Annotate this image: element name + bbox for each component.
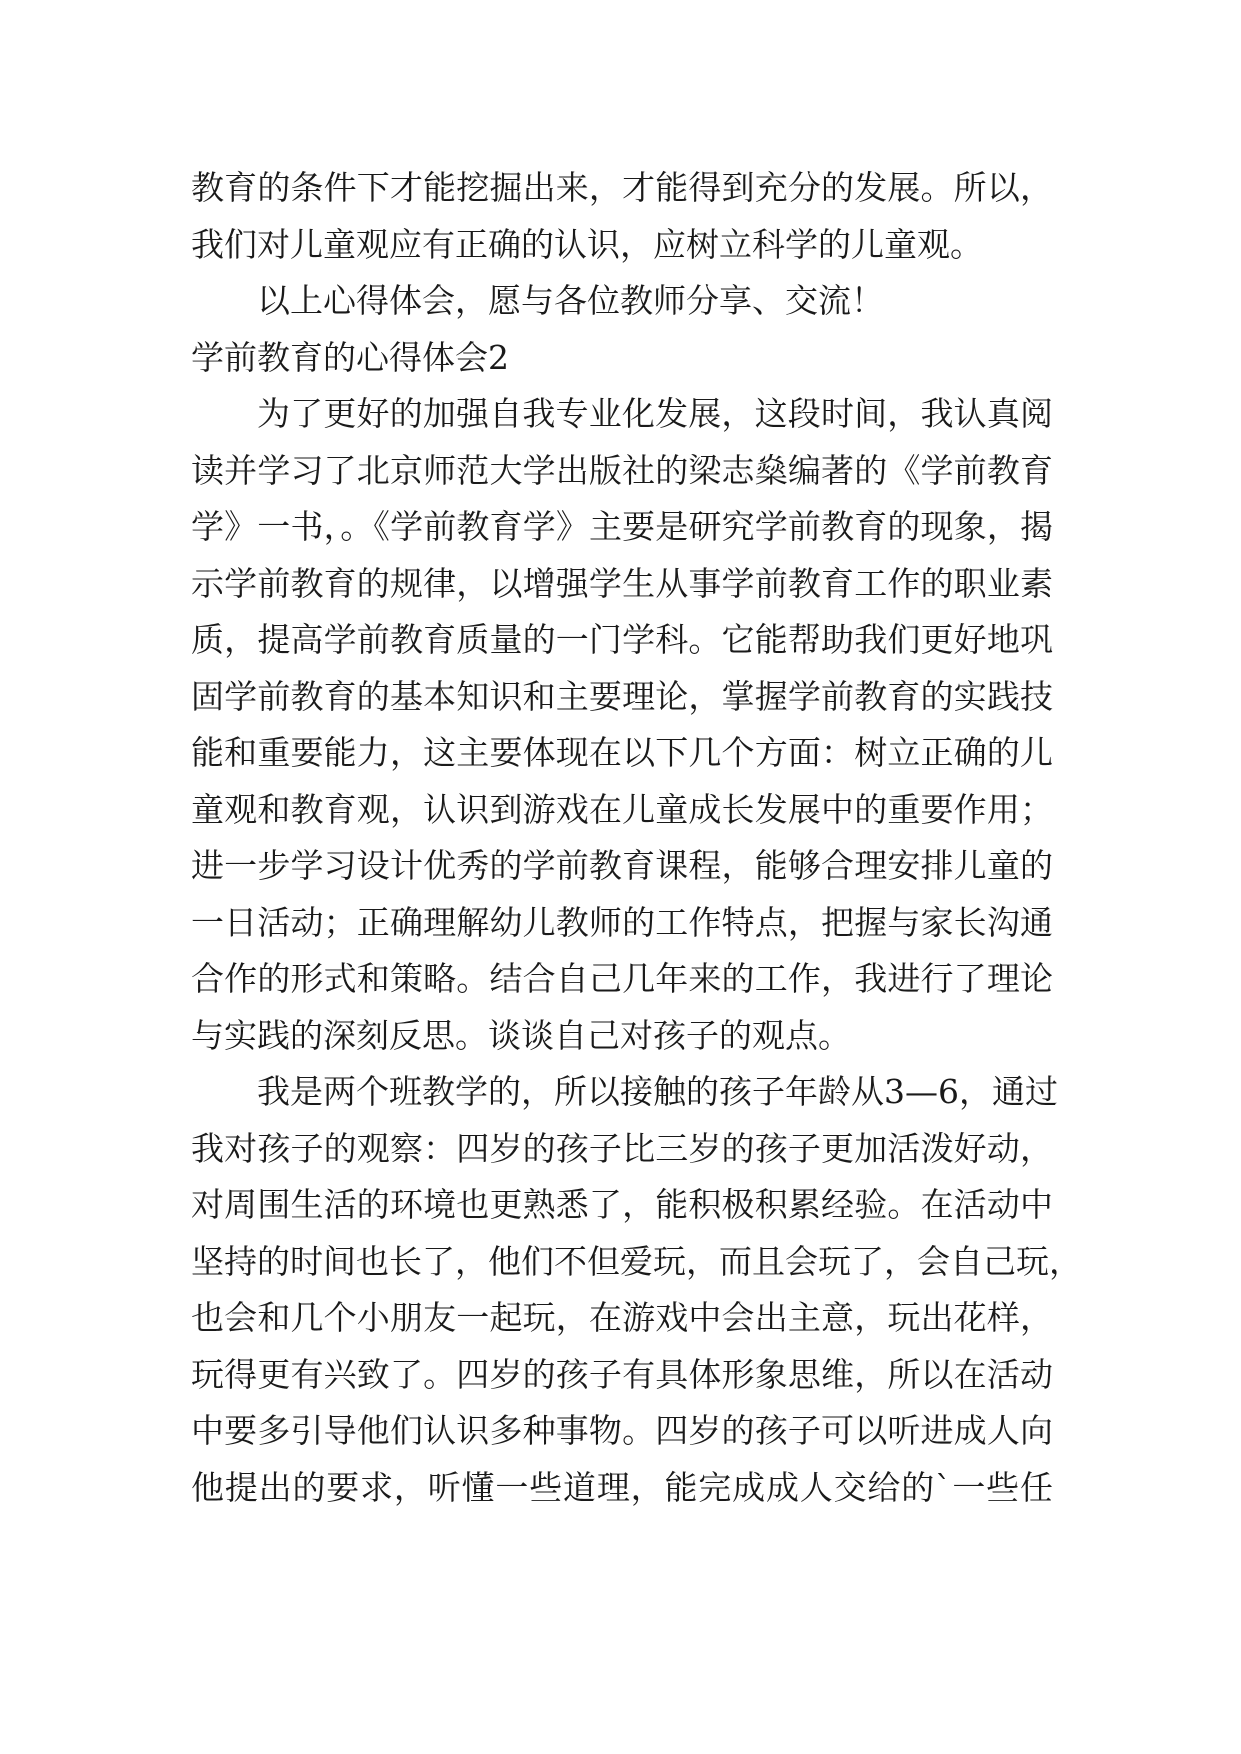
body-text-line: 也会和几个小朋友一起玩，在游戏中会出主意，玩出花样，	[191, 1298, 1053, 1337]
body-text-line: 对周围生活的环境也更熟悉了，能积极积累经验。在活动中	[191, 1185, 1053, 1224]
body-text-line: 为了更好的加强自我专业化发展，这段时间，我认真阅	[257, 394, 1053, 433]
body-text-line: 玩得更有兴致了。四岁的孩子有具体形象思维，所以在活动	[191, 1354, 1053, 1394]
body-text-line: 我们对儿童观应有正确的认识，应树立科学的儿童观。	[191, 224, 983, 264]
body-text-line: 与实践的深刻反思。谈谈自己对孩子的观点。	[191, 1015, 851, 1055]
body-text-line: 中要多引导他们认识多种事物。四岁的孩子可以听进成人向	[191, 1411, 1053, 1450]
body-text-line: 固学前教育的基本知识和主要理论，掌握学前教育的实践技	[191, 676, 1053, 716]
document-body	[191, 160, 1082, 1516]
section-heading: 学前教育的心得体会2	[191, 337, 509, 377]
body-text-line: 我对孩子的观察：四岁的孩子比三岁的孩子更加活泼好动，	[191, 1128, 1053, 1168]
body-text-line: 示学前教育的规律，以增强学生从事学前教育工作的职业素	[191, 563, 1053, 603]
body-text-line: 一日活动；正确理解幼儿教师的工作特点，把握与家长沟通	[191, 902, 1053, 942]
body-text-line: 读并学习了北京师范大学出版社的梁志燊编著的《学前教育	[191, 450, 1053, 490]
closing-line: 以上心得体会，愿与各位教师分享、交流！	[257, 281, 884, 320]
body-text-line: 他提出的要求，听懂一些道理，能完成成人交给的`一些任	[191, 1467, 1053, 1507]
body-text-line: 能和重要能力，这主要体现在以下几个方面：树立正确的儿	[191, 733, 1053, 772]
body-text-line: 学》一书，。《学前教育学》主要是研究学前教育的现象，揭	[191, 507, 1053, 546]
body-text-line: 童观和教育观，认识到游戏在儿童成长发展中的重要作用；	[191, 789, 1053, 829]
body-text-line: 坚持的时间也长了，他们不但爱玩，而且会玩了，会自己玩，	[191, 1241, 1082, 1281]
body-text-line: 进一步学习设计优秀的学前教育课程，能够合理安排儿童的	[191, 846, 1053, 885]
body-text-line: 合作的形式和策略。结合自己几年来的工作，我进行了理论	[191, 959, 1053, 998]
body-text-line: 质，提高学前教育质量的一门学科。它能帮助我们更好地巩	[191, 620, 1053, 659]
body-text-line: 我是两个班教学的，所以接触的孩子年龄从3—6，通过	[257, 1072, 1058, 1111]
body-text-line: 教育的条件下才能挖掘出来，才能得到充分的发展。所以，	[191, 168, 1053, 207]
